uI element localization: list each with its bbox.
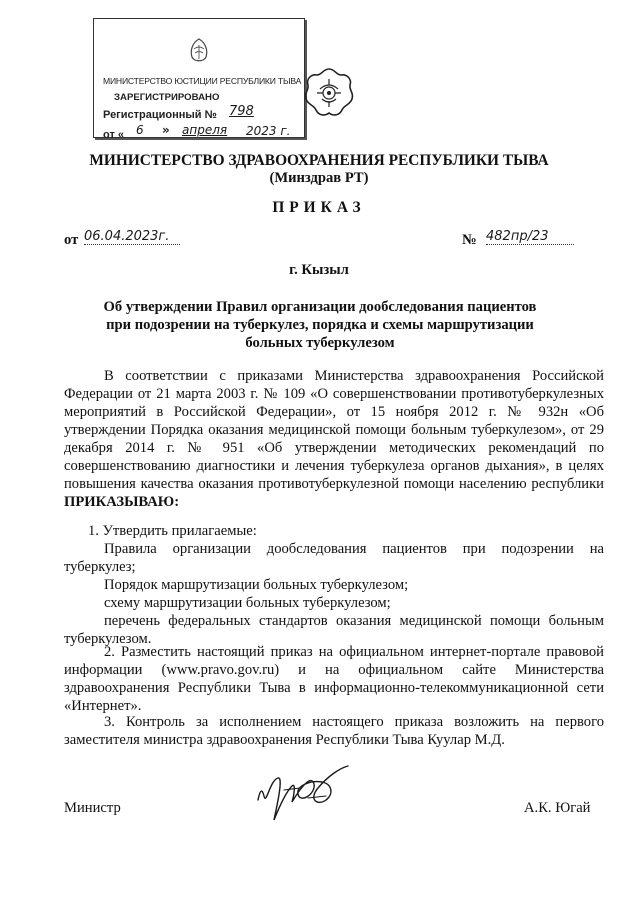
order-date: 06.04.2023г. <box>84 229 180 245</box>
item-1: 1. Утвердить прилагаемые: <box>88 523 257 539</box>
handwritten-signature <box>248 760 358 826</box>
emblem-icon <box>186 37 212 65</box>
intro-text: В соответствии с приказами Министерства здравоохранения Российской Федерации от 21 марта 2003 г. № 109 «О совершенствовании противотуберкулезных мероприятий в Российской Федерации», от 15 ноября 2012 г. № 932н «Об утверждении Порядка оказания медицинской помощи больным туберкулезом», от 29 декабря 2014 г. № 951 «Об утверждении методических рекомендаций по совершенствованию диагностики и лечения туберкулеза органов дыхания», в целях повышения качества оказания противотуберкулезной помощи населению республики <box>64 368 604 492</box>
registration-stamp <box>93 18 305 141</box>
signatory-role: Министр <box>64 800 121 816</box>
order-title: ПРИКАЗ <box>272 199 366 216</box>
stamp-ministry-line: МИНИСТЕРСТВО ЮСТИЦИИ РЕСПУБЛИКИ ТЫВА <box>103 76 302 86</box>
list-item: Порядок маршрутизации больных туберкулезом; <box>104 577 409 593</box>
stamp-date-day: 6 <box>136 123 144 137</box>
stamp-date-year: 2023 г. <box>246 124 291 138</box>
stamp-date-prefix: от « <box>103 129 125 141</box>
order-number: 482пр/23 <box>486 229 574 245</box>
intro-paragraph <box>64 367 604 511</box>
stamp-date-mid: » <box>162 123 170 137</box>
item-1-list <box>64 540 604 648</box>
stamp-date-line <box>103 129 124 141</box>
stamp-date-month: апреля <box>182 123 228 137</box>
list-item: перечень федеральных стандартов оказания медицинской помощи больным туберкулезом. <box>64 613 604 647</box>
stamp-reg-label: Регистрационный № <box>103 109 217 121</box>
intro-keyword: ПРИКАЗЫВАЮ: <box>64 494 180 510</box>
signatory-name: А.К. Югай <box>524 800 591 816</box>
document-title: Об утверждении Правил организации дообследования пациентов при подозрении на туберкулез, порядка и схемы маршрутизации больных туберкулезом <box>103 299 537 351</box>
date-label: от <box>64 232 79 248</box>
ministry-short-name: (Минздрав РТ) <box>269 170 369 186</box>
seal-icon <box>300 65 358 121</box>
city: г. Кызыл <box>289 262 349 278</box>
list-item: схему маршрутизации больных туберкулезом; <box>104 595 391 611</box>
stamp-reg-number: 798 <box>229 104 254 119</box>
stamp-registered-line: ЗАРЕГИСТРИРОВАНО <box>114 92 220 103</box>
list-item: Правила организации дообследования пациентов при подозрении на туберкулез; <box>64 541 604 575</box>
item-2: 2. Разместить настоящий приказ на официальном интернет-портале правовой информации (www.pravo.gov.ru) и на официальном сайте Министерства здравоохранения Республики Тыва в информационно-телекоммуникационной сети «Интернет». <box>64 644 604 714</box>
ministry-name: МИНИСТЕРСТВО ЗДРАВООХРАНЕНИЯ РЕСПУБЛИКИ ТЫВА <box>89 152 549 169</box>
number-label: № <box>462 232 477 248</box>
item-3: 3. Контроль за исполнением настоящего приказа возложить на первого заместителя министра здравоохранения Республики Тыва Куулар М.Д. <box>64 714 604 748</box>
